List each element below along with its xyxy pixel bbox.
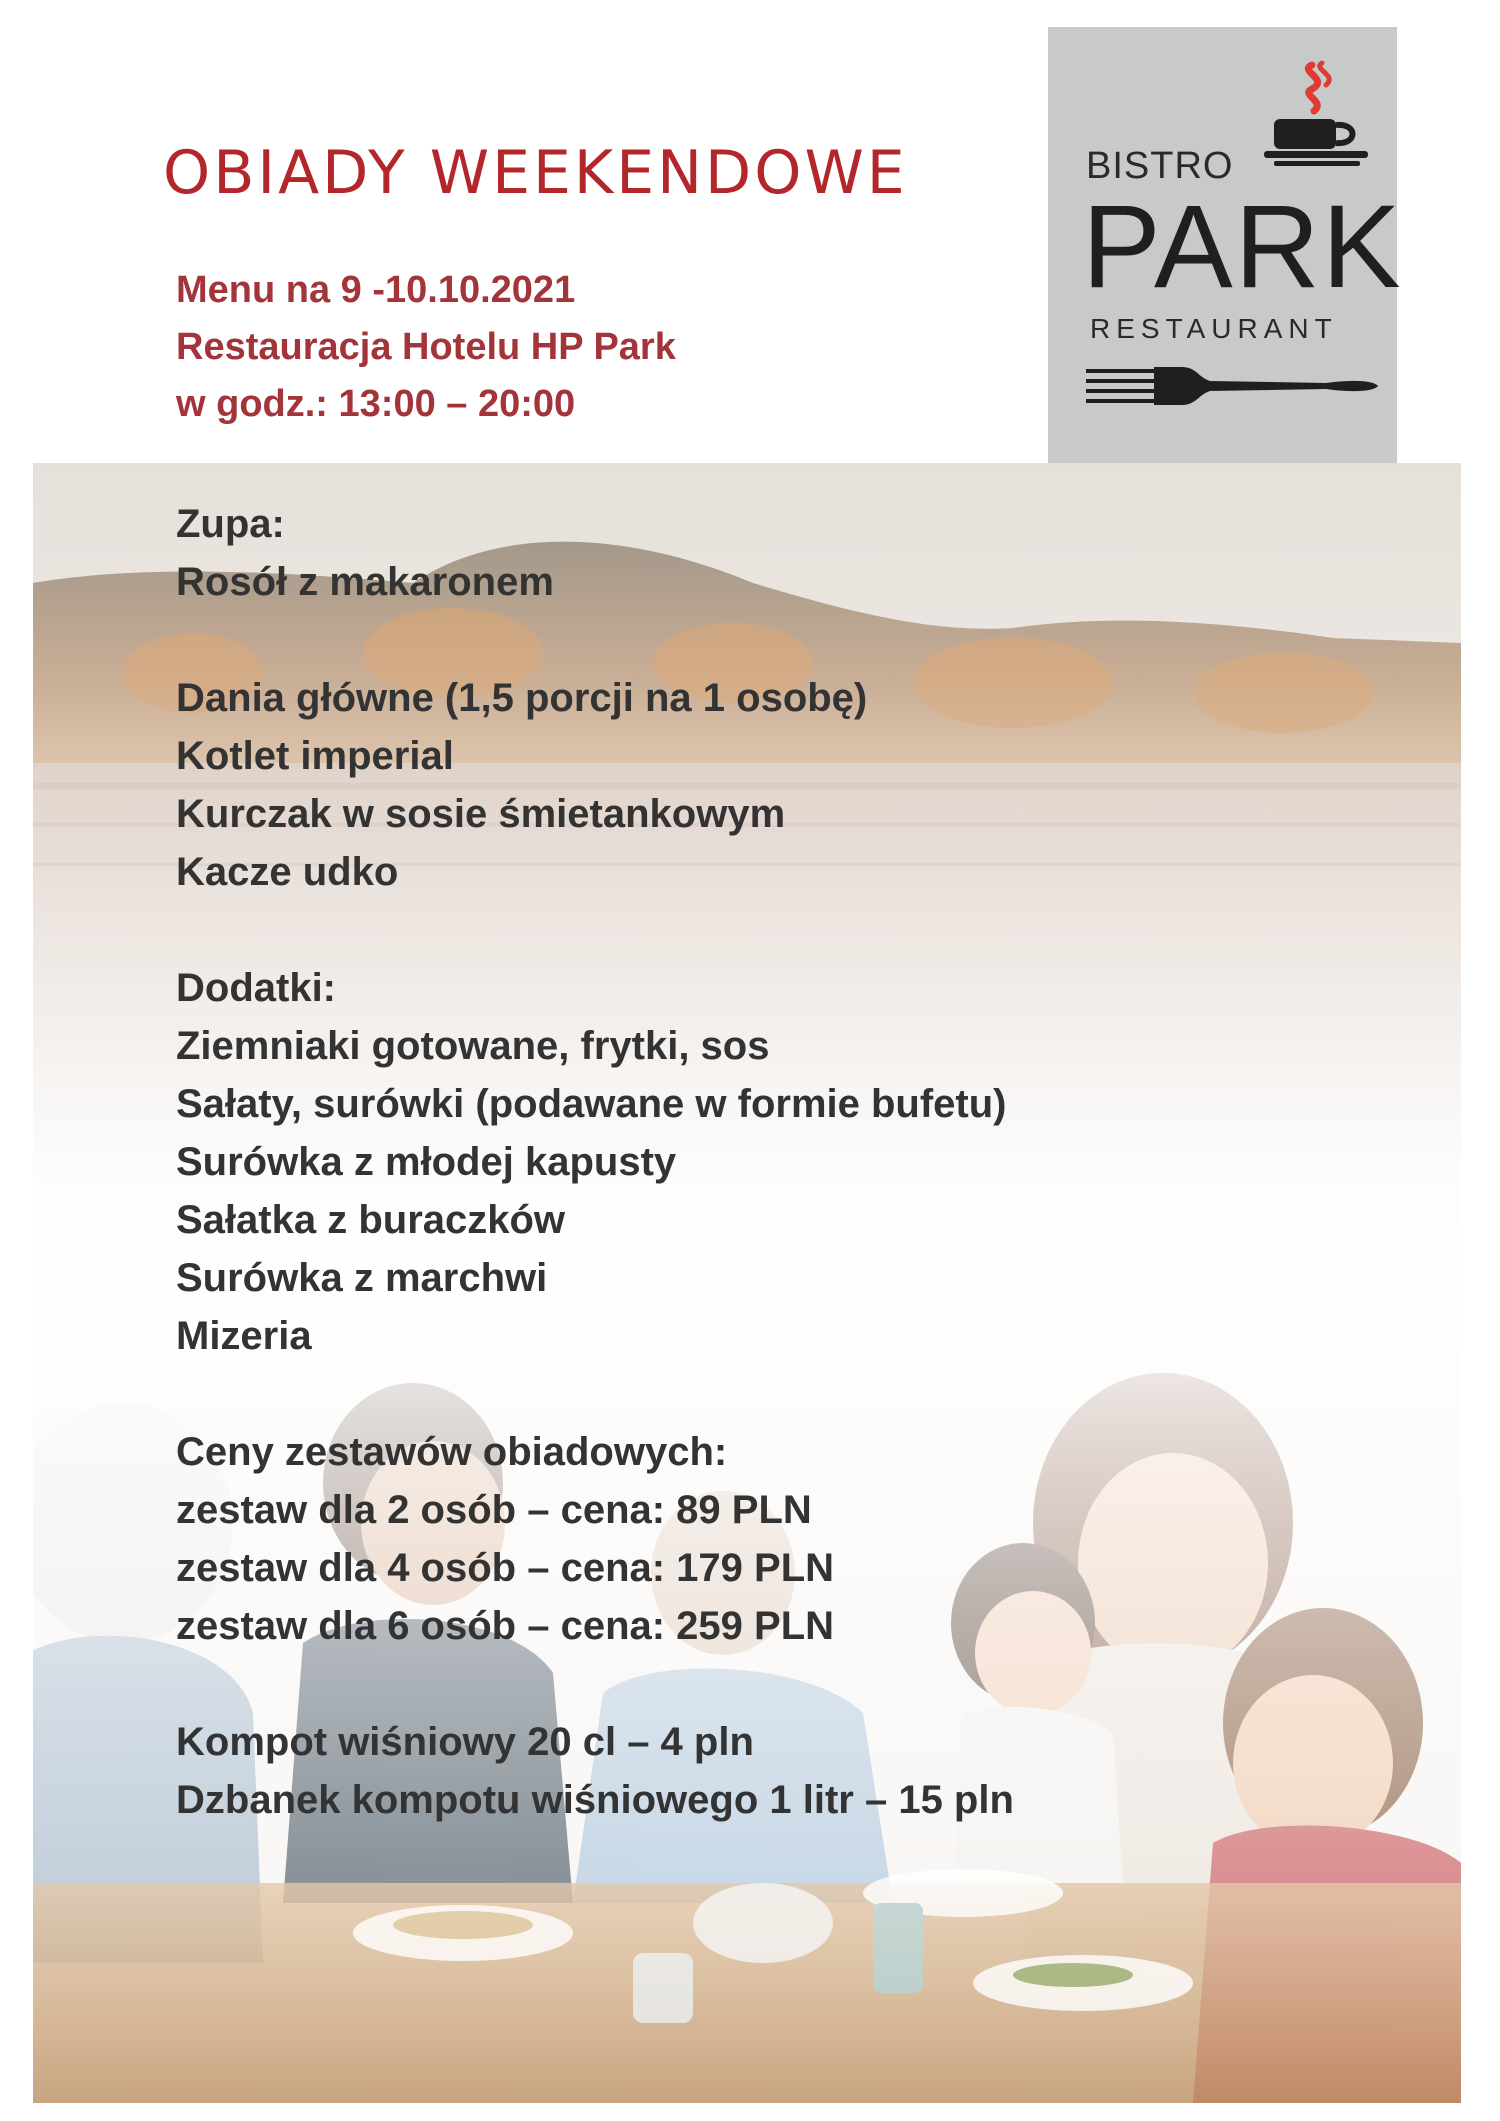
price-item: zestaw dla 6 osób – cena: 259 PLN <box>176 1604 835 1648</box>
soup-heading: Zupa: <box>176 502 285 546</box>
event-info <box>176 262 676 433</box>
spacer <box>176 1655 1014 1713</box>
logo-bistro-text: BISTRO <box>1086 145 1234 187</box>
logo-restaurant-text: RESTAURANT <box>1090 313 1338 344</box>
drink-item: Kompot wiśniowy 20 cl – 4 pln <box>176 1720 754 1764</box>
price-item: zestaw dla 4 osób – cena: 179 PLN <box>176 1546 835 1590</box>
menu-date: Menu na 9 -10.10.2021 <box>176 269 576 311</box>
spacer <box>176 611 1014 669</box>
mains-heading: Dania główne (1,5 porcji na 1 osobę) <box>176 676 868 720</box>
fork-icon <box>1086 357 1386 417</box>
logo-park-text: PARK <box>1082 181 1403 313</box>
menu-item: Surówka z marchwi <box>176 1256 548 1300</box>
page-title: OBIADY WEEKENDOWE <box>163 138 908 208</box>
menu-list <box>176 495 1014 1829</box>
menu-item: Mizeria <box>176 1314 312 1358</box>
menu-item: Kurczak w sosie śmietankowym <box>176 792 786 836</box>
menu-item: Kacze udko <box>176 850 399 894</box>
drink-item: Dzbanek kompotu wiśniowego 1 litr – 15 pln <box>176 1778 1014 1822</box>
sides-heading: Dodatki: <box>176 966 336 1010</box>
menu-item: Sałatka z buraczków <box>176 1198 566 1242</box>
menu-item: Surówka z młodej kapusty <box>176 1140 677 1184</box>
menu-item: Sałaty, surówki (podawane w formie bufetu) <box>176 1082 1007 1126</box>
opening-hours: w godz.: 13:00 – 20:00 <box>176 383 576 425</box>
menu-item: Ziemniaki gotowane, frytki, sos <box>176 1024 770 1068</box>
menu-item: Rosół z makaronem <box>176 560 554 604</box>
restaurant-name: Restauracja Hotelu HP Park <box>176 326 676 368</box>
bistro-park-logo <box>1048 27 1403 484</box>
spacer <box>176 901 1014 959</box>
coffee-cup-icon <box>1260 57 1380 177</box>
menu-item: Kotlet imperial <box>176 734 454 778</box>
prices-heading: Ceny zestawów obiadowych: <box>176 1430 728 1474</box>
price-item: zestaw dla 2 osób – cena: 89 PLN <box>176 1488 812 1532</box>
spacer <box>176 1365 1014 1423</box>
